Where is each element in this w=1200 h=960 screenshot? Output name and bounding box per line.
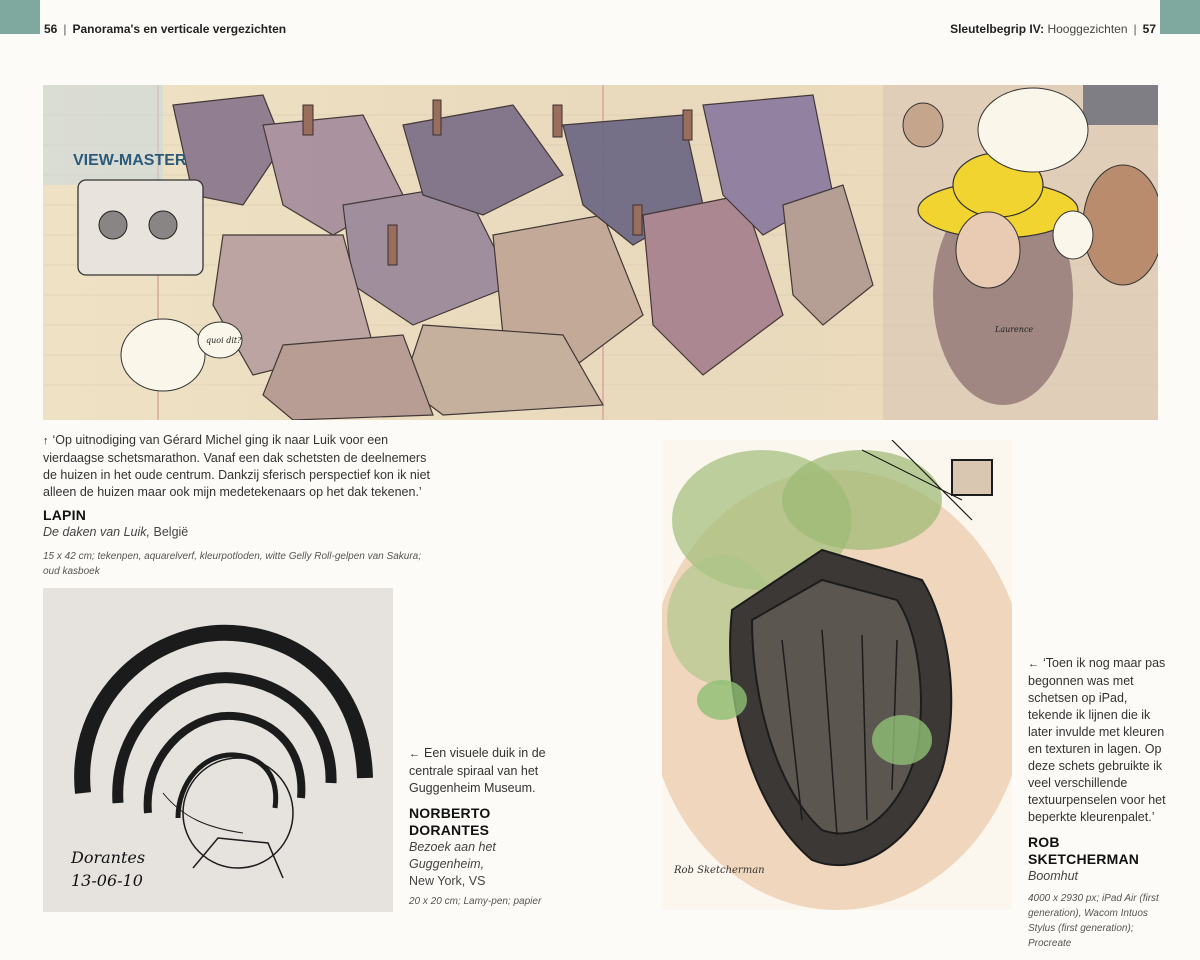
boomhut-caption — [1028, 655, 1168, 951]
arrow-left-icon: ← — [1028, 658, 1039, 670]
boomhut-quote — [1028, 655, 1168, 826]
guggenheim-artist — [409, 805, 559, 839]
guggenheim-signature: Dorantes — [71, 848, 146, 867]
boomhut-signature: Rob Sketcherman — [674, 865, 765, 876]
panorama-artwork — [43, 85, 1158, 420]
page-tab-right — [1160, 0, 1200, 34]
viewmaster-label: VIEW-MASTER — [73, 152, 187, 169]
right-page-header: Sleutelbegrip IV: Hooggezichten | 57 — [950, 22, 1156, 36]
guggenheim-date: 13-06-10 — [71, 871, 143, 890]
right-page-number: 57 — [1142, 22, 1156, 36]
panorama-place: België — [153, 525, 189, 539]
panorama-artist: LAPIN — [43, 507, 86, 523]
guggenheim-quote — [409, 745, 559, 797]
guggenheim-caption — [409, 745, 559, 909]
page-tab-left — [0, 0, 40, 34]
left-section-title: Panorama's en verticale vergezichten — [72, 22, 287, 36]
guggenheim-artist-last: DORANTES — [409, 822, 490, 838]
left-page-number: 56 — [44, 22, 58, 36]
panorama-specs: 15 x 42 cm; tekenpen, aquarelverf, kleurpotloden, witte Gelly Roll-gelpen van Sakura; oud kasboek — [43, 551, 421, 577]
panorama-title — [43, 524, 433, 541]
name-tag-laurence: Laurence — [995, 325, 1034, 334]
panorama-quote-text: ‘Op uitnodiging van Gérard Michel ging ik naar Luik voor een vierdaagse schetsmarathon. Vanaf een dak schetsten de deelnemers de huizen in het oude centrum. Dankzij sferisch perspectief kon ik niet alleen de huizen maar ook mijn medetekenaars op het dak tekenen.’ — [43, 433, 431, 499]
guggenheim-quote-text: Een visuele duik in de centrale spiraal van het Guggenheim Museum. — [409, 746, 546, 795]
boomhut-specs: 4000 x 2930 px; iPad Air (first generation), Wacom Intuos Stylus (first generation); Procreate — [1028, 893, 1159, 949]
boomhut-title: Boomhut — [1028, 869, 1079, 883]
guggenheim-artist-first: NORBERTO — [409, 805, 491, 821]
left-page-header: 56 | Panorama's en verticale vergezichten — [44, 22, 287, 36]
right-section-prefix: Sleutelbegrip IV: — [950, 22, 1045, 36]
guggenheim-specs: 20 x 20 cm; Lamy-pen; papier — [409, 896, 542, 907]
guggenheim-title: Bezoek aan het Guggenheim, — [409, 840, 496, 871]
boomhut-quote-text: ‘Toen ik nog maar pas begonnen was met schetsen op iPad, tekende ik lijnen die ik later invulde met kleuren en texturen in lagen. Op deze schets gebruikte ik veel verschillende textuurpenselen voor het beperkte kleurenpalet.’ — [1028, 656, 1166, 824]
guggenheim-artwork — [43, 588, 393, 912]
arrow-up-icon: ↑ — [43, 435, 49, 447]
arrow-left-icon: ← — [409, 748, 420, 760]
panorama-title-text: De daken van Luik, — [43, 525, 151, 539]
bubble-quoi-dit: quoi dit? — [206, 336, 242, 345]
panorama-caption — [43, 432, 433, 579]
boomhut-artist: ROB SKETCHERMAN — [1028, 834, 1140, 867]
panorama-quote — [43, 432, 433, 501]
guggenheim-place: New York, VS — [409, 874, 486, 888]
boomhut-artwork — [662, 440, 1012, 910]
right-section-title: Hooggezichten — [1047, 22, 1128, 36]
